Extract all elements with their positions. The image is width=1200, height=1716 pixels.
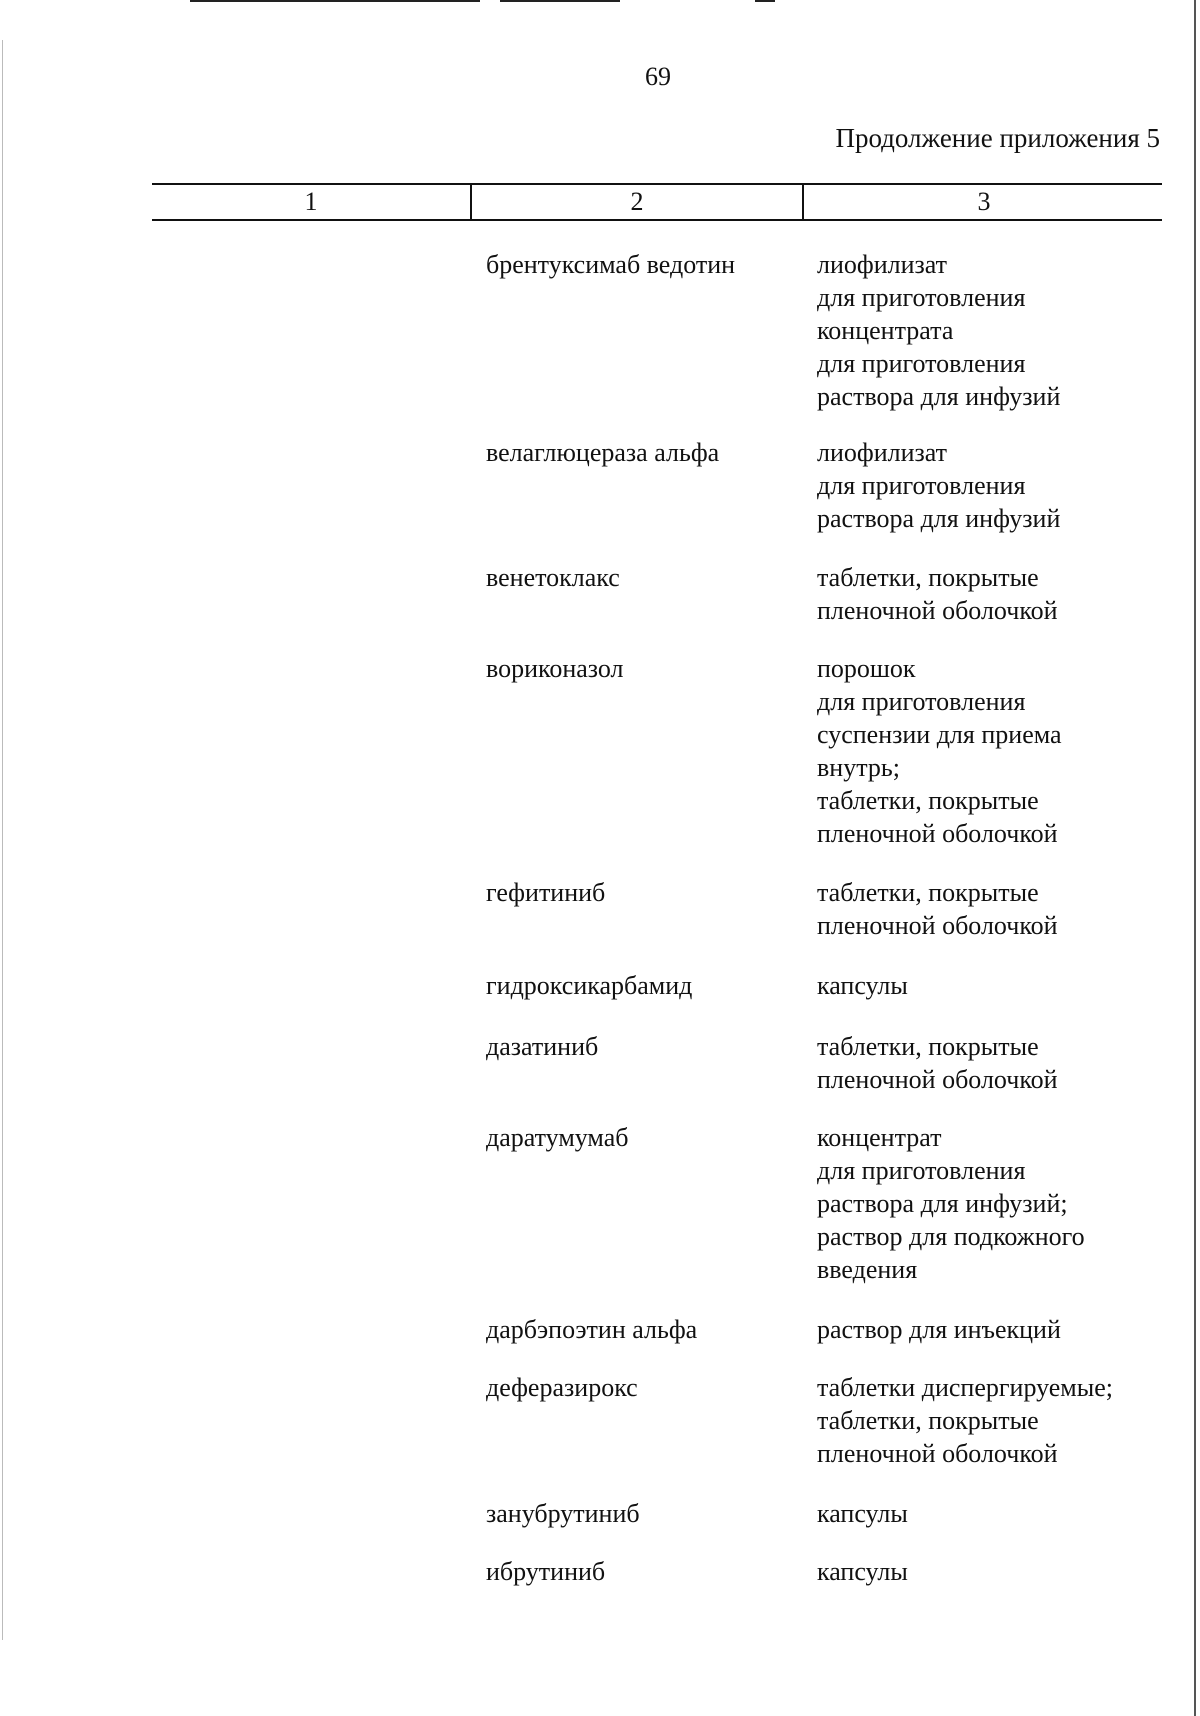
column-header-2: 2 [470, 185, 802, 219]
dosage-form-line: внутрь; [817, 753, 900, 782]
dosage-form [817, 248, 1060, 413]
dosage-form-line: таблетки диспергируемые; [817, 1373, 1113, 1402]
drug-name: вориконазол [486, 654, 624, 683]
drug-name: гефитиниб [486, 878, 606, 907]
dosage-form [817, 652, 1062, 850]
dosage-form [817, 1121, 1085, 1286]
dosage-form-line: раствор для инъекций [817, 1315, 1061, 1344]
dosage-form-line: пленочной оболочкой [817, 911, 1058, 940]
drug-name: деферазирокс [486, 1373, 638, 1402]
dosage-form-line: для приготовления [817, 1156, 1026, 1185]
dosage-form-line: таблетки, покрытые [817, 878, 1039, 907]
dosage-form-line: пленочной оболочкой [817, 596, 1058, 625]
dosage-form [817, 969, 908, 1002]
dosage-form-line: раствора для инфузий [817, 382, 1061, 411]
drug-name: венетоклакс [486, 563, 620, 592]
dosage-form-line: пленочной оболочкой [817, 819, 1058, 848]
dosage-form [817, 876, 1058, 942]
dosage-form [817, 436, 1060, 535]
dosage-form-line: капсулы [817, 971, 908, 1000]
dosage-form-line: раствор для подкожного [817, 1222, 1085, 1251]
dosage-form-line: для приготовления [817, 349, 1026, 378]
dosage-form-line: концентрата [817, 316, 954, 345]
dosage-form-line: концентрат [817, 1123, 942, 1152]
drug-name: даратумумаб [486, 1123, 629, 1152]
dosage-form-line: лиофилизат [817, 438, 948, 467]
dosage-form-line: капсулы [817, 1557, 908, 1586]
drug-name: велаглюцераза альфа [486, 438, 720, 467]
dosage-form [817, 1313, 1061, 1346]
drug-name: гидроксикарбамид [486, 971, 693, 1000]
dosage-form-line: суспензии для приема [817, 720, 1062, 749]
dosage-form-line: таблетки, покрытые [817, 786, 1039, 815]
dosage-form-line: таблетки, покрытые [817, 1032, 1039, 1061]
dosage-form-line: пленочной оболочкой [817, 1439, 1058, 1468]
drug-name: дазатиниб [486, 1032, 599, 1061]
dosage-form-line: раствора для инфузий; [817, 1189, 1068, 1218]
dosage-form-line: капсулы [817, 1499, 908, 1528]
drug-name: ибрутиниб [486, 1557, 606, 1586]
dosage-form-line: для приготовления [817, 687, 1026, 716]
column-header-3: 3 [802, 185, 1164, 219]
dosage-form [817, 1371, 1113, 1470]
dosage-form-line: таблетки, покрытые [817, 563, 1039, 592]
dosage-form-line: для приготовления [817, 471, 1026, 500]
dosage-form [817, 1497, 908, 1530]
drug-name: занубрутиниб [486, 1499, 640, 1528]
dosage-form-line: введения [817, 1255, 918, 1284]
dosage-form [817, 561, 1058, 627]
drug-name: брентуксимаб ведотин [486, 250, 736, 279]
dosage-form [817, 1555, 908, 1588]
dosage-form [817, 1030, 1058, 1096]
drug-name: дарбэпоэтин альфа [486, 1315, 698, 1344]
dosage-form-line: порошок [817, 654, 916, 683]
appendix-note: Продолжение приложения 5 [835, 123, 1160, 153]
column-header-1: 1 [304, 187, 318, 216]
dosage-form-line: таблетки, покрытые [817, 1406, 1039, 1435]
dosage-form-line: раствора для инфузий [817, 504, 1061, 533]
page-number: 69 [645, 62, 671, 91]
dosage-form-line: лиофилизат [817, 250, 948, 279]
dosage-form-line: для приготовления [817, 283, 1026, 312]
dosage-form-line: пленочной оболочкой [817, 1065, 1058, 1094]
